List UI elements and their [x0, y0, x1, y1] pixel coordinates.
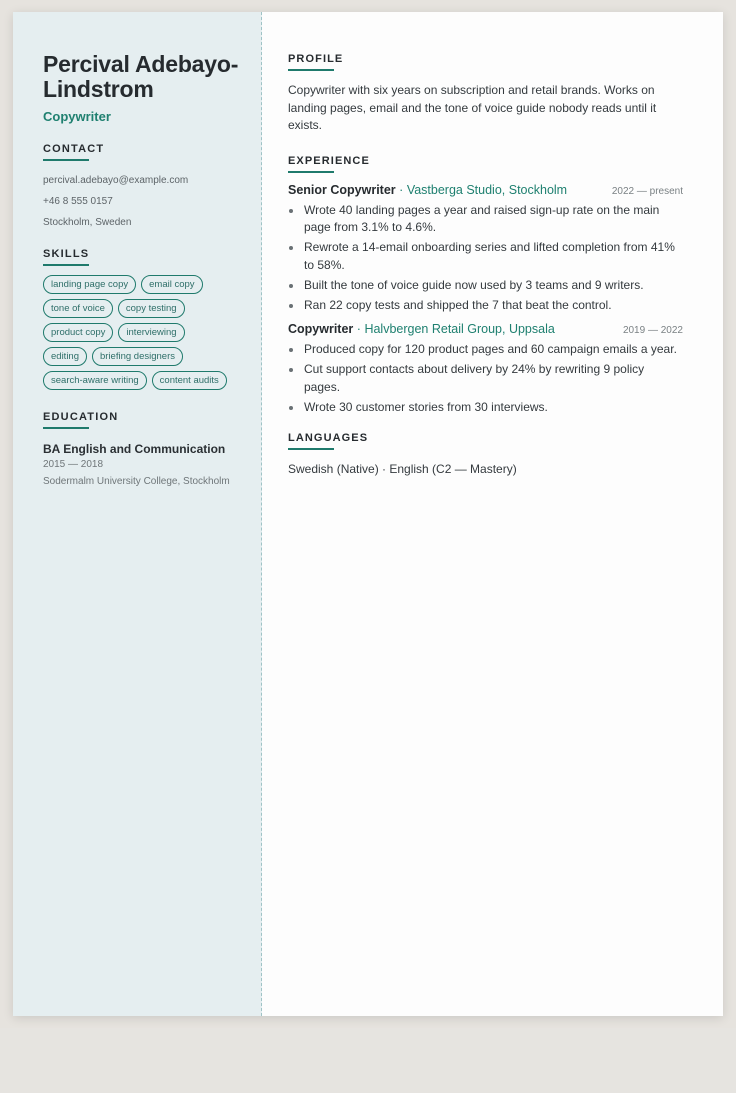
job-bullet: Ran 22 copy tests and shipped the 7 that beat the control.	[288, 297, 683, 315]
contact-location: Stockholm, Sweden	[43, 217, 132, 228]
languages-heading: LANGUAGES	[288, 432, 683, 450]
experience-heading: EXPERIENCE	[288, 155, 683, 173]
job-bullet: Produced copy for 120 product pages and 60 campaign emails a year.	[288, 341, 683, 359]
job-bullet: Wrote 40 landing pages a year and raised sign-up rate on the main page from 3.1% to 4.6%.	[288, 202, 683, 237]
job-bullet: Wrote 30 customer stories from 30 interviews.	[288, 399, 683, 417]
job-separator: ·	[356, 322, 361, 336]
languages-section	[288, 432, 683, 476]
job-title: Copywriter	[288, 322, 354, 336]
job-title: Senior Copywriter	[288, 182, 396, 197]
resume-sidebar	[13, 12, 262, 1016]
job-separator: ·	[399, 182, 404, 197]
contact-phone: +46 8 555 0157	[43, 196, 113, 207]
candidate-name: Percival Adebayo-Lindstrom	[43, 51, 239, 102]
job-bullet: Cut support contacts about delivery by 24% by rewriting 9 policy pages.	[288, 361, 683, 396]
education-section	[43, 411, 241, 490]
job-company: Vastberga Studio, Stockholm	[406, 182, 568, 197]
skill-tag: landing page copy	[43, 275, 136, 294]
contact-email: percival.adebayo@example.com	[43, 175, 189, 186]
skill-tag: copy testing	[118, 299, 185, 318]
skill-tag: email copy	[141, 275, 202, 294]
job-dates: 2019 — 2022	[622, 325, 683, 336]
candidate-role: Copywriter	[43, 109, 111, 124]
profile-text: Copywriter with six years on subscription and retail brands. Works on landing pages, email and the tone of voice guide nobody reads until it exists.	[288, 83, 657, 132]
contact-heading: CONTACT	[43, 143, 241, 161]
background-band	[0, 1028, 736, 1093]
profile-heading: PROFILE	[288, 53, 683, 71]
skill-tag: search-aware writing	[43, 371, 147, 390]
education-heading: EDUCATION	[43, 411, 241, 429]
job-bullet: Built the tone of voice guide now used by 3 teams and 9 writers.	[288, 277, 683, 295]
job-title-line	[288, 322, 555, 336]
education-school: Sodermalm University College, Stockholm	[43, 476, 230, 487]
skills-list	[43, 275, 233, 390]
job-dates: 2022 — present	[611, 185, 683, 197]
skill-tag: briefing designers	[92, 347, 183, 366]
skills-heading: SKILLS	[43, 248, 241, 266]
job-bullets	[288, 341, 683, 416]
resume-page	[13, 12, 723, 1016]
skill-tag: interviewing	[118, 323, 184, 342]
experience-section	[288, 155, 683, 417]
job-entry	[288, 322, 683, 416]
job-bullets	[288, 202, 683, 315]
skill-tag: content audits	[152, 371, 227, 390]
job-title-line	[288, 183, 567, 197]
job-header	[288, 183, 683, 197]
skill-tag: editing	[43, 347, 87, 366]
education-degree: BA English and Communication	[43, 442, 226, 456]
job-header	[288, 322, 683, 336]
contact-section	[43, 143, 241, 228]
resume-main	[262, 12, 723, 1016]
education-years: 2015 — 2018	[43, 459, 104, 470]
skill-tag: tone of voice	[43, 299, 113, 318]
skills-section	[43, 248, 241, 390]
profile-section	[288, 53, 683, 135]
job-entry	[288, 183, 683, 315]
job-bullet: Rewrote a 14-email onboarding series and lifted completion from 41% to 58%.	[288, 239, 683, 274]
skill-tag: product copy	[43, 323, 113, 342]
job-company: Halvbergen Retail Group, Uppsala	[364, 322, 555, 336]
languages-text: Swedish (Native) · English (C2 — Mastery)	[288, 462, 517, 476]
